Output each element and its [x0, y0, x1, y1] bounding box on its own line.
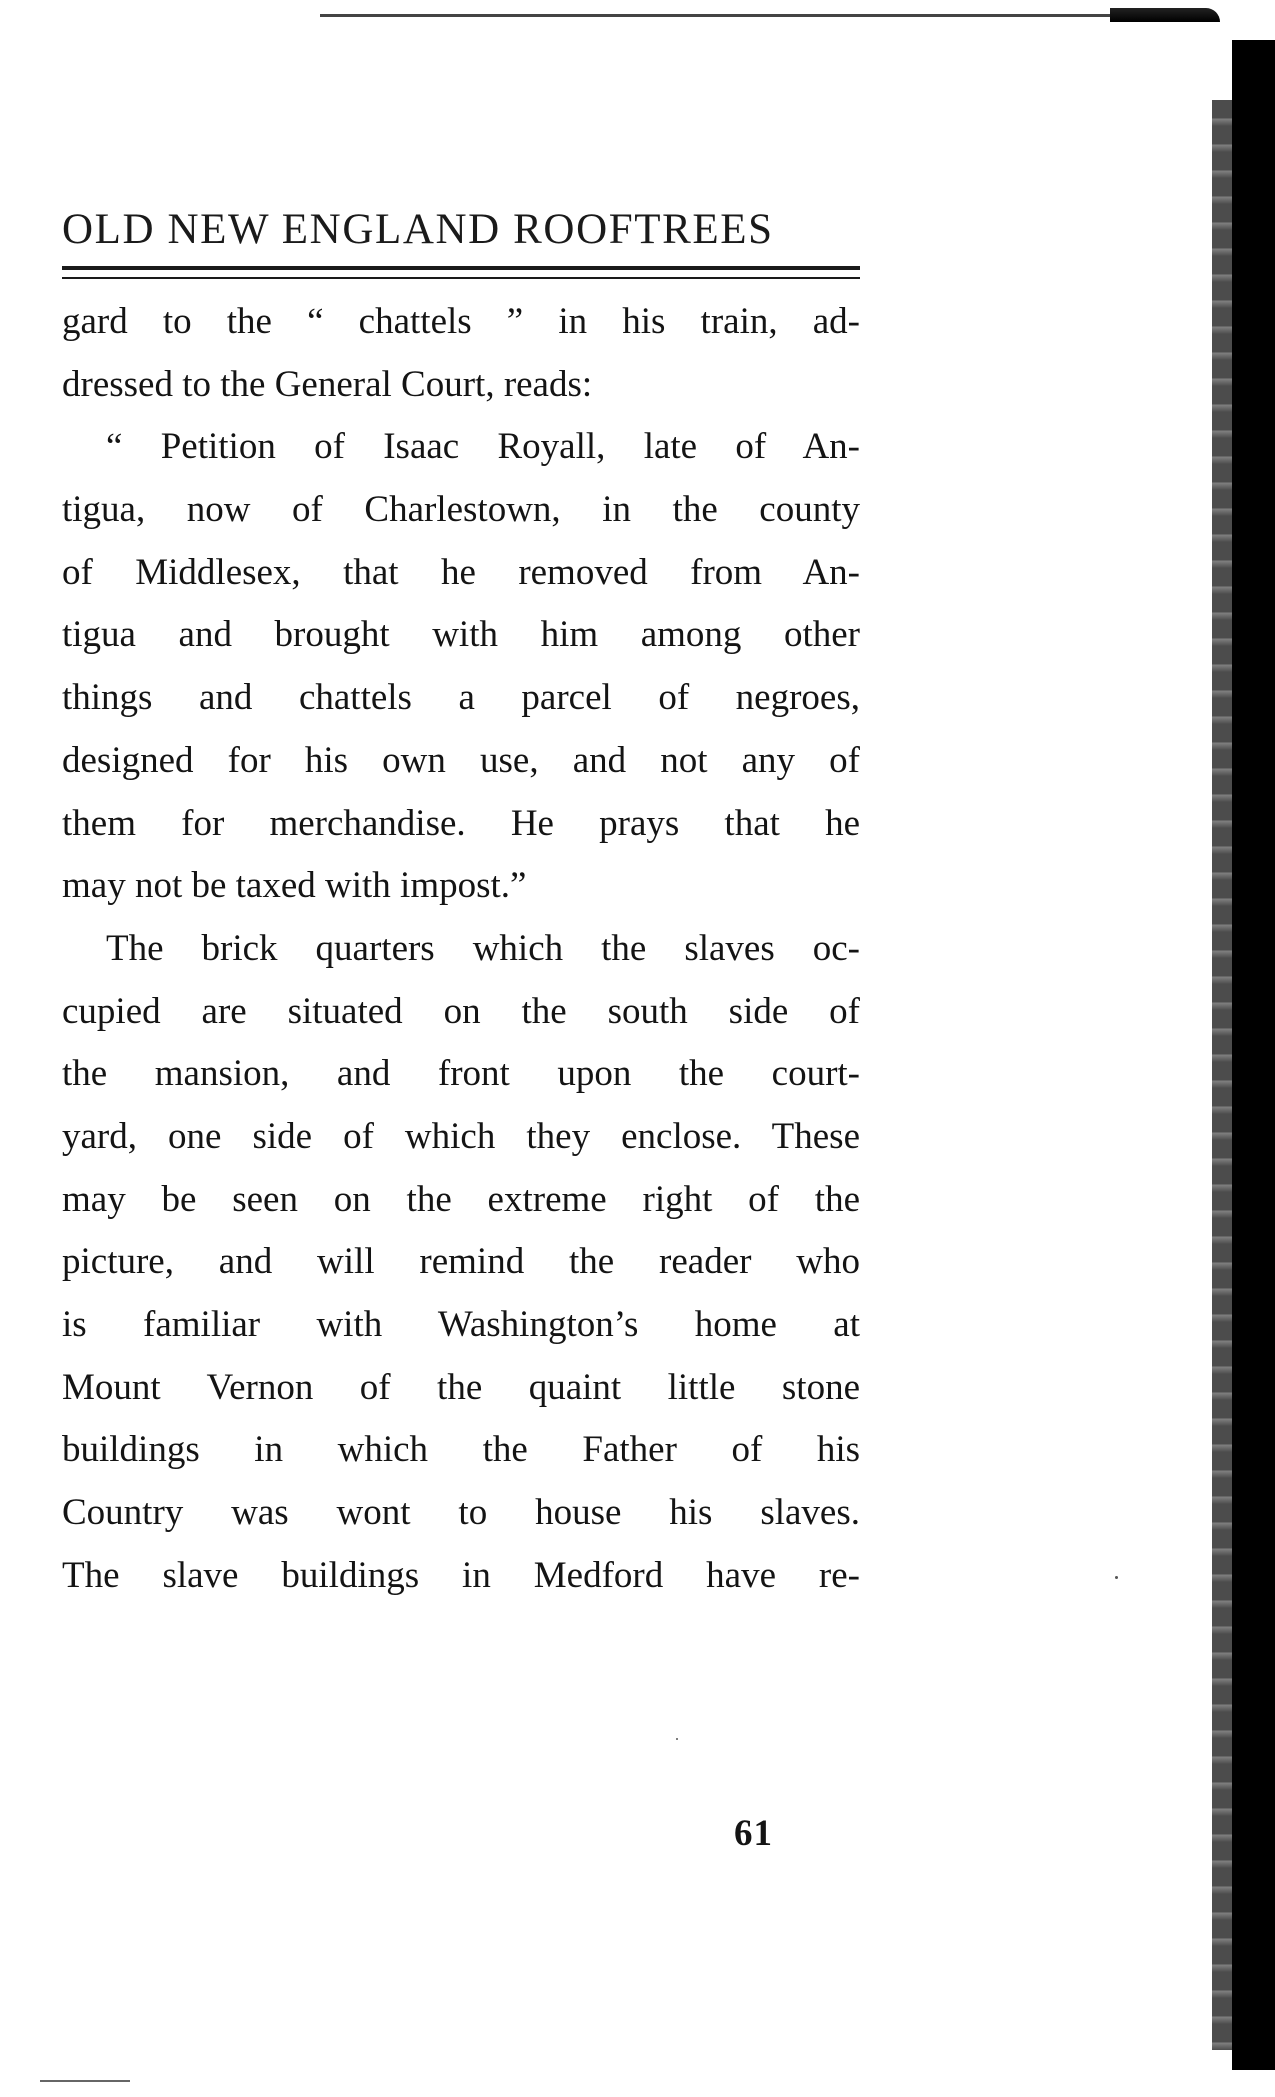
page-number: 61 — [734, 1813, 773, 1854]
text-line: picture, and will remind the reader who — [62, 1241, 860, 1283]
scan-speck — [1115, 1576, 1118, 1579]
text-line: tigua, now of Charlestown, in the county — [62, 489, 860, 531]
text-line: “ Petition of Isaac Royall, late of An- — [106, 426, 860, 468]
scan-bottom-mark — [40, 2080, 130, 2082]
text-line: cupied are situated on the south side of — [62, 990, 860, 1032]
scan-right-edge — [1232, 40, 1275, 2070]
text-line: dressed to the General Court, reads: — [62, 363, 593, 405]
text-line: them for merchandise. He prays that he — [62, 802, 860, 844]
text-line: Mount Vernon of the quaint little stone — [62, 1366, 860, 1408]
text-line: the mansion, and front upon the court- — [62, 1053, 860, 1095]
text-line: yard, one side of which they enclose. These — [62, 1115, 860, 1157]
text-line: of Middlesex, that he removed from An- — [62, 551, 860, 593]
text-line: may not be taxed with impost.” — [62, 865, 527, 907]
text-line: may be seen on the extreme right of the — [62, 1178, 860, 1220]
header-double-rule — [62, 266, 860, 279]
text-line: things and chattels a parcel of negroes, — [62, 677, 860, 719]
running-head: OLD NEW ENGLAND ROOFTREES — [62, 206, 774, 253]
scan-binding-shadow — [1212, 100, 1234, 2050]
text-line: buildings in which the Father of his — [62, 1429, 860, 1471]
scan-corner-shadow — [1110, 8, 1220, 22]
text-line: Country was wont to house his slaves. — [62, 1492, 860, 1534]
text-line: gard to the “ chattels ” in his train, ad- — [62, 301, 860, 342]
text-line: designed for his own use, and not any of — [62, 739, 860, 781]
book-page — [62, 200, 860, 1854]
page-body — [62, 291, 860, 1607]
scan-top-edge — [320, 14, 1200, 17]
text-line: tigua and brought with him among other — [62, 614, 860, 656]
text-line: The brick quarters which the slaves oc- — [106, 927, 860, 969]
text-line: The slave buildings in Medford have re- — [62, 1554, 860, 1596]
scan-speck — [676, 1738, 678, 1740]
text-line: is familiar with Washington’s home at — [62, 1304, 860, 1345]
